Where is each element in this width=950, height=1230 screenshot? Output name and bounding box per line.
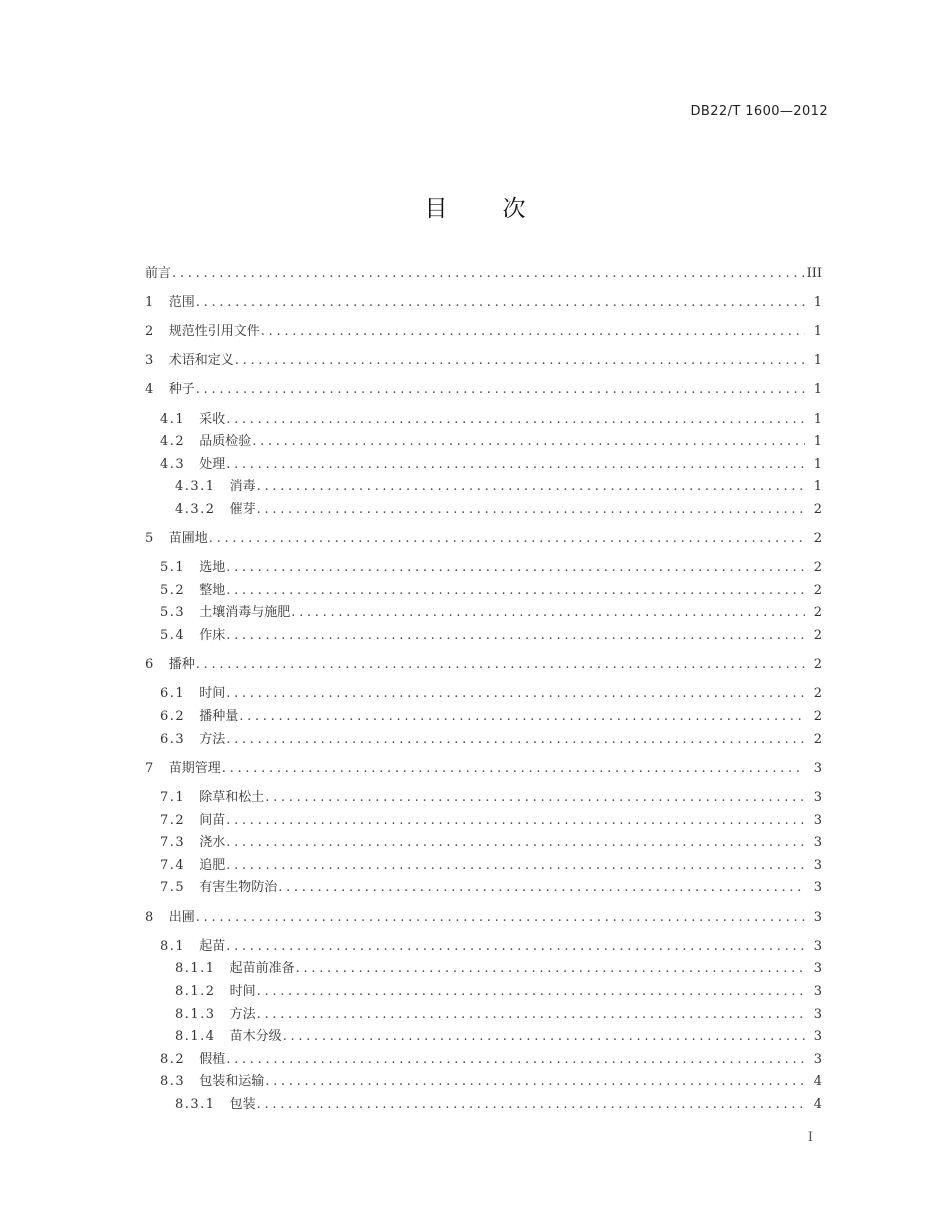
toc-entry-page: 3 (813, 835, 822, 851)
toc-entry-label: 术语和定义 (168, 353, 234, 369)
toc-entry-title (145, 958, 295, 980)
toc-dot-leader (226, 409, 805, 431)
toc-entry-page: 3 (813, 1051, 822, 1067)
toc-dot-leader (196, 379, 805, 401)
toc-entry-page: 3 (813, 857, 822, 873)
toc-entry-page: 2 (813, 560, 822, 576)
toc-entry[interactable] (145, 579, 822, 602)
toc-entry-label: 处理 (199, 456, 226, 472)
toc-entry-label: 苗期管理 (168, 760, 221, 776)
toc-entry-label: 起苗前准备 (229, 961, 295, 977)
toc-entry-number: 2 (145, 323, 155, 339)
toc-entry-title (145, 810, 225, 832)
toc-entry[interactable] (145, 1048, 822, 1071)
toc-entry-number: 8.1.2 (175, 983, 216, 999)
toc-dot-leader (226, 625, 805, 647)
toc-entry-label: 浇水 (199, 835, 226, 851)
toc-entry[interactable] (145, 320, 822, 343)
toc-entry[interactable] (145, 528, 822, 551)
toc-entry[interactable] (145, 262, 822, 285)
toc-dot-leader (226, 1049, 805, 1071)
toc-entry-label: 包装 (229, 1096, 256, 1112)
toc-entry[interactable] (145, 809, 822, 832)
toc-entry[interactable] (145, 757, 822, 780)
toc-entry-number: 5.4 (160, 628, 186, 644)
toc-entry-label: 作床 (199, 628, 226, 644)
toc-entry[interactable] (145, 624, 822, 647)
toc-entry-label: 包装和运输 (199, 1074, 265, 1090)
toc-entry[interactable] (145, 683, 822, 706)
table-of-contents (145, 262, 822, 1116)
toc-entry-page: 2 (813, 709, 822, 725)
toc-entry-title (145, 321, 260, 343)
toc-dot-leader (226, 855, 805, 877)
toc-entry-label: 苗圃地 (168, 531, 208, 547)
toc-entry-label: 土壤消毒与施肥 (199, 605, 291, 621)
toc-entry-number: 4.3.1 (175, 479, 216, 495)
toc-entry[interactable] (145, 1071, 822, 1094)
toc-dot-leader (235, 350, 805, 372)
toc-entry-page: 2 (813, 501, 822, 517)
toc-entry-title (145, 981, 256, 1003)
toc-entry-page: 2 (813, 686, 822, 702)
toc-entry-page: 3 (813, 909, 822, 925)
toc-entry[interactable] (145, 453, 822, 476)
toc-entry-title (145, 409, 225, 431)
toc-entry-title (145, 787, 264, 809)
toc-dot-leader (265, 1071, 805, 1093)
toc-entry-number: 7.1 (160, 790, 186, 805)
toc-entry-page: 1 (813, 323, 822, 339)
toc-entry-page: 1 (813, 456, 822, 472)
toc-entry-page: 3 (813, 880, 822, 896)
toc-dot-leader (261, 321, 805, 343)
toc-entry-label: 假植 (199, 1051, 226, 1067)
toc-entry[interactable] (145, 1026, 822, 1049)
toc-entry-title (145, 832, 225, 854)
toc-entry[interactable] (145, 476, 822, 499)
toc-entry-label: 苗木分级 (229, 1029, 282, 1045)
page-title: 目次 (424, 196, 581, 222)
toc-dot-leader (172, 263, 805, 285)
toc-entry[interactable] (145, 728, 822, 751)
toc-entry[interactable] (145, 379, 822, 402)
toc-entry-title (145, 580, 225, 602)
toc-entry-title (145, 1004, 256, 1026)
toc-dot-leader (209, 528, 805, 550)
toc-entry-label: 催芽 (229, 501, 256, 517)
toc-entry-label: 整地 (199, 582, 226, 598)
page-number: I (807, 1130, 813, 1145)
toc-entry[interactable] (145, 980, 822, 1003)
toc-entry-title (145, 1026, 282, 1048)
toc-entry-label: 采收 (199, 411, 226, 427)
toc-entry[interactable] (145, 431, 822, 454)
toc-entry-number: 4.3 (160, 456, 186, 472)
toc-entry[interactable] (145, 854, 822, 877)
toc-entry-title (145, 350, 234, 372)
toc-dot-leader (226, 936, 805, 958)
toc-entry-title (145, 431, 251, 453)
toc-dot-leader (257, 1094, 805, 1116)
toc-entry[interactable] (145, 958, 822, 981)
toc-entry-page: 3 (813, 760, 822, 776)
toc-entry[interactable] (145, 832, 822, 855)
toc-entry-page: 1 (813, 382, 822, 398)
toc-entry[interactable] (145, 786, 822, 809)
toc-entry-label: 时间 (229, 983, 256, 999)
toc-dot-leader (226, 580, 805, 602)
toc-dot-leader (196, 292, 805, 314)
toc-entry-title (145, 499, 256, 521)
toc-entry-number: 5.2 (160, 582, 186, 598)
toc-entry-page: 3 (813, 812, 822, 828)
toc-entry-title (145, 292, 195, 314)
toc-entry-number: 8.3.1 (175, 1096, 216, 1112)
toc-entry-label: 除草和松土 (199, 790, 265, 805)
toc-entry-number: 8.3 (160, 1074, 186, 1090)
toc-entry-page: 3 (813, 983, 822, 999)
toc-dot-leader (257, 981, 805, 1003)
toc-entry-page: 3 (813, 961, 822, 977)
toc-entry-number: 7 (145, 760, 155, 776)
toc-entry-label: 播种 (168, 657, 195, 673)
toc-dot-leader (278, 877, 805, 899)
toc-entry[interactable] (145, 498, 822, 521)
toc-entry[interactable] (145, 935, 822, 958)
toc-entry-title (145, 1071, 264, 1093)
toc-entry-page: 1 (813, 294, 822, 310)
toc-entry-label: 播种量 (199, 709, 239, 725)
toc-entry-label: 追肥 (199, 857, 226, 873)
document-code: DB22/T 1600—2012 (690, 104, 828, 119)
toc-entry-number: 8.2 (160, 1051, 186, 1067)
toc-entry-title (145, 1094, 256, 1116)
toc-entry-number: 8.1 (160, 938, 186, 954)
toc-dot-leader (226, 810, 805, 832)
toc-entry-number: 4.3.2 (175, 501, 216, 517)
toc-entry-title (145, 758, 221, 780)
toc-entry-title (145, 528, 208, 550)
toc-entry-number: 7.2 (160, 812, 186, 828)
toc-dot-leader (196, 654, 805, 676)
toc-entry-label: 间苗 (199, 812, 226, 828)
toc-entry-title (145, 557, 225, 579)
toc-entry-title (145, 936, 225, 958)
toc-entry-label: 时间 (199, 686, 226, 702)
toc-entry[interactable] (145, 291, 822, 314)
toc-entry-title (145, 476, 256, 498)
toc-dot-leader (257, 1004, 805, 1026)
toc-dot-leader (226, 683, 805, 705)
toc-entry-page: 4 (813, 1074, 822, 1090)
toc-dot-leader (196, 907, 805, 929)
toc-entry-page: 3 (813, 790, 822, 805)
toc-dot-leader (257, 476, 805, 498)
toc-entry-page: 1 (813, 411, 822, 427)
toc-entry-label: 起苗 (199, 938, 226, 954)
toc-entry[interactable] (145, 1003, 822, 1026)
toc-entry-number: 6.3 (160, 731, 186, 747)
toc-entry-title (145, 877, 277, 899)
toc-entry[interactable] (145, 1093, 822, 1116)
toc-entry-page: 1 (813, 353, 822, 369)
toc-entry-number: 7.4 (160, 857, 186, 873)
toc-entry-number: 7.5 (160, 880, 186, 896)
toc-entry-title (145, 454, 225, 476)
toc-entry-number: 8.1.3 (175, 1006, 216, 1022)
toc-entry-number: 4.1 (160, 411, 186, 427)
toc-entry-title (145, 379, 195, 401)
toc-entry-number: 8 (145, 909, 155, 925)
toc-entry-label: 选地 (199, 560, 226, 576)
toc-entry-label: 范围 (168, 294, 195, 310)
toc-entry-number: 8.1.4 (175, 1029, 216, 1045)
toc-entry-number: 5.1 (160, 560, 186, 576)
toc-dot-leader (222, 758, 805, 780)
toc-entry-number: 4.2 (160, 434, 186, 450)
toc-entry[interactable] (145, 408, 822, 431)
toc-entry[interactable] (145, 705, 822, 728)
toc-entry-label: 消毒 (229, 479, 256, 495)
toc-entry-number: 6.2 (160, 709, 186, 725)
toc-entry[interactable] (145, 877, 822, 900)
toc-dot-leader (257, 499, 805, 521)
toc-entry-page: 2 (813, 605, 822, 621)
toc-entry-label: 出圃 (168, 909, 195, 925)
toc-entry-title (145, 683, 225, 705)
toc-dot-leader (239, 706, 805, 728)
toc-entry-page: 1 (813, 434, 822, 450)
toc-entry-number: 3 (145, 353, 155, 369)
toc-entry-page: III (806, 265, 822, 281)
toc-entry-number: 5 (145, 531, 155, 547)
toc-dot-leader (226, 454, 805, 476)
toc-entry-title (145, 625, 225, 647)
toc-entry-page: 2 (813, 531, 822, 547)
toc-entry-page: 3 (813, 938, 822, 954)
toc-entry[interactable] (145, 654, 822, 677)
toc-entry-page: 2 (813, 731, 822, 747)
toc-entry-title (145, 706, 238, 728)
toc-entry-title (145, 1049, 225, 1071)
toc-entry-page: 3 (813, 1029, 822, 1045)
toc-entry[interactable] (145, 350, 822, 373)
toc-entry-title (145, 602, 290, 624)
toc-dot-leader (283, 1026, 805, 1048)
toc-entry-page: 1 (813, 479, 822, 495)
toc-entry-number: 8.1.1 (175, 961, 216, 977)
toc-dot-leader (291, 602, 805, 624)
toc-entry-number: 5.3 (160, 605, 186, 621)
toc-entry-number: 1 (145, 294, 155, 310)
toc-entry[interactable] (145, 557, 822, 580)
toc-dot-leader (252, 431, 805, 453)
toc-dot-leader (226, 729, 805, 751)
toc-entry[interactable] (145, 602, 822, 625)
toc-dot-leader (296, 958, 805, 980)
toc-dot-leader (265, 787, 805, 809)
toc-entry-title (145, 263, 171, 285)
toc-entry-page: 2 (813, 628, 822, 644)
toc-dot-leader (226, 832, 805, 854)
toc-entry-label: 前言 (145, 265, 172, 281)
toc-entry-label: 方法 (199, 731, 226, 747)
toc-entry-label: 规范性引用文件 (168, 323, 260, 339)
toc-entry-number: 4 (145, 382, 155, 398)
toc-entry-number: 7.3 (160, 835, 186, 851)
toc-entry-page: 4 (813, 1096, 822, 1112)
toc-entry-number: 6.1 (160, 686, 186, 702)
toc-entry-title (145, 907, 195, 929)
toc-entry-number: 6 (145, 657, 155, 673)
toc-entry[interactable] (145, 906, 822, 929)
toc-entry-title (145, 729, 225, 751)
toc-entry-label: 品质检验 (199, 434, 252, 450)
toc-entry-label: 方法 (229, 1006, 256, 1022)
toc-entry-page: 2 (813, 582, 822, 598)
toc-entry-title (145, 855, 225, 877)
toc-entry-page: 3 (813, 1006, 822, 1022)
toc-entry-page: 2 (813, 657, 822, 673)
toc-dot-leader (226, 557, 805, 579)
toc-entry-label: 种子 (168, 382, 195, 398)
toc-entry-label: 有害生物防治 (199, 880, 278, 896)
toc-entry-title (145, 654, 195, 676)
